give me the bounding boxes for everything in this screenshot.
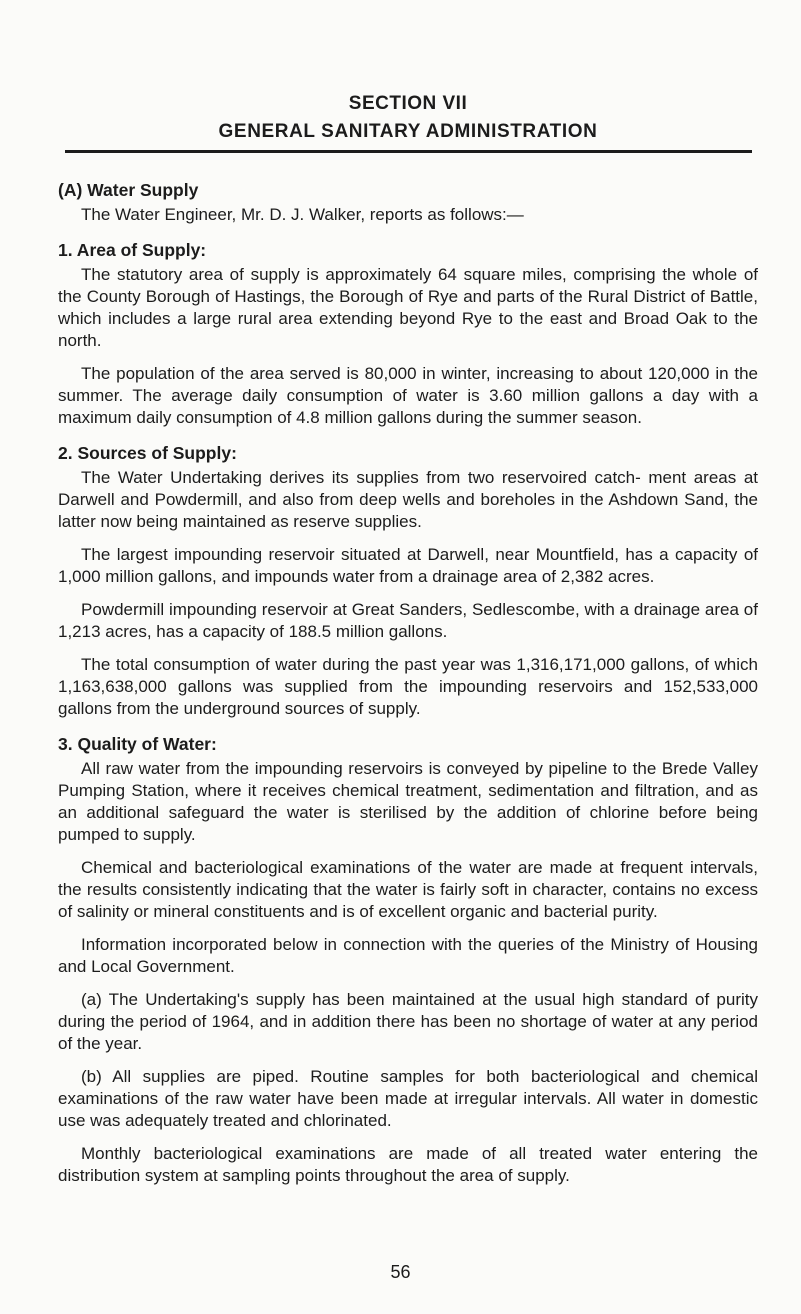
report-section — [58, 733, 758, 1187]
section-number: SECTION VII — [348, 93, 468, 114]
body-paragraph: The largest impounding reservoir situated at Darwell, near Mountfield, has a capacity of 1,000 million gallons, and impounds water from a drainage area of 2,382 acres. — [58, 545, 758, 586]
section-heading: 2. Sources of Supply: — [58, 443, 237, 463]
part-a — [58, 179, 758, 226]
body-paragraph: Chemical and bacteriological examinations of the water are made at frequent intervals, the results consistently indicating that the water is fairly soft in character, contains no excess of salinity or mineral constituents and is of excellent organic and bacterial purity. — [58, 858, 758, 921]
report-section — [58, 239, 758, 429]
body-paragraph: (b) All supplies are piped. Routine samples for both bacteriological and chemical examinations of the raw water have been made at irregular intervals. All water in domestic use was adequately treated and chlorinated. — [58, 1067, 758, 1130]
body-paragraph: The population of the area served is 80,000 in winter, increasing to about 120,000 in the summer. The average daily consumption of water is 3.60 million gallons a day with a maximum daily consumption of 4.8 million gallons during the summer season. — [58, 364, 758, 427]
body-paragraph: (a) The Undertaking's supply has been maintained at the usual high standard of purity during the period of 1964, and in addition there has been no shortage of water at any period of the year. — [58, 990, 758, 1053]
body-paragraph: The Water Undertaking derives its supplies from two reservoired catch- ment areas at Darwell and Powdermill, and also from deep wells and boreholes in the Ashdown Sand, the latter now being maintained as reserve supplies. — [58, 468, 758, 531]
body-paragraph: Monthly bacteriological examinations are made of all treated water entering the distribution system at sampling points throughout the area of supply. — [58, 1144, 758, 1185]
part-a-heading: (A) Water Supply — [58, 180, 199, 200]
report-sections — [58, 239, 758, 1187]
document-page — [58, 92, 758, 1187]
section-title: GENERAL SANITARY ADMINISTRATION — [218, 121, 598, 142]
body-paragraph: The total consumption of water during the past year was 1,316,171,000 gallons, of which 1,163,638,000 gallons was supplied from the impounding reservoirs and 152,533,000 gallons from the underground sources of supply. — [58, 655, 758, 718]
page-number: 56 — [390, 1262, 411, 1282]
body-paragraph: Powdermill impounding reservoir at Great Sanders, Sedlescombe, with a drainage area of 1,213 acres, has a capacity of 188.5 million gallons. — [58, 600, 758, 641]
title-rule — [65, 150, 752, 153]
body-paragraph: Information incorporated below in connection with the queries of the Ministry of Housing and Local Government. — [58, 935, 758, 976]
part-a-intro: The Water Engineer, Mr. D. J. Walker, reports as follows:— — [81, 205, 524, 224]
body-paragraph: The statutory area of supply is approximately 64 square miles, comprising the whole of the County Borough of Hastings, the Borough of Rye and parts of the Rural District of Battle, which includes a large rural area extending beyond Rye to the east and Broad Oak to the north. — [58, 265, 758, 350]
section-heading: 3. Quality of Water: — [58, 734, 217, 754]
body-paragraph: All raw water from the impounding reservoirs is conveyed by pipeline to the Brede Valley Pumping Station, where it receives chemical treatment, sedimentation and filtration, and as an additional safeguard the water is sterilised by the addition of chlorine before being pumped to supply. — [58, 759, 758, 844]
section-heading: 1. Area of Supply: — [58, 240, 207, 260]
report-section — [58, 442, 758, 720]
